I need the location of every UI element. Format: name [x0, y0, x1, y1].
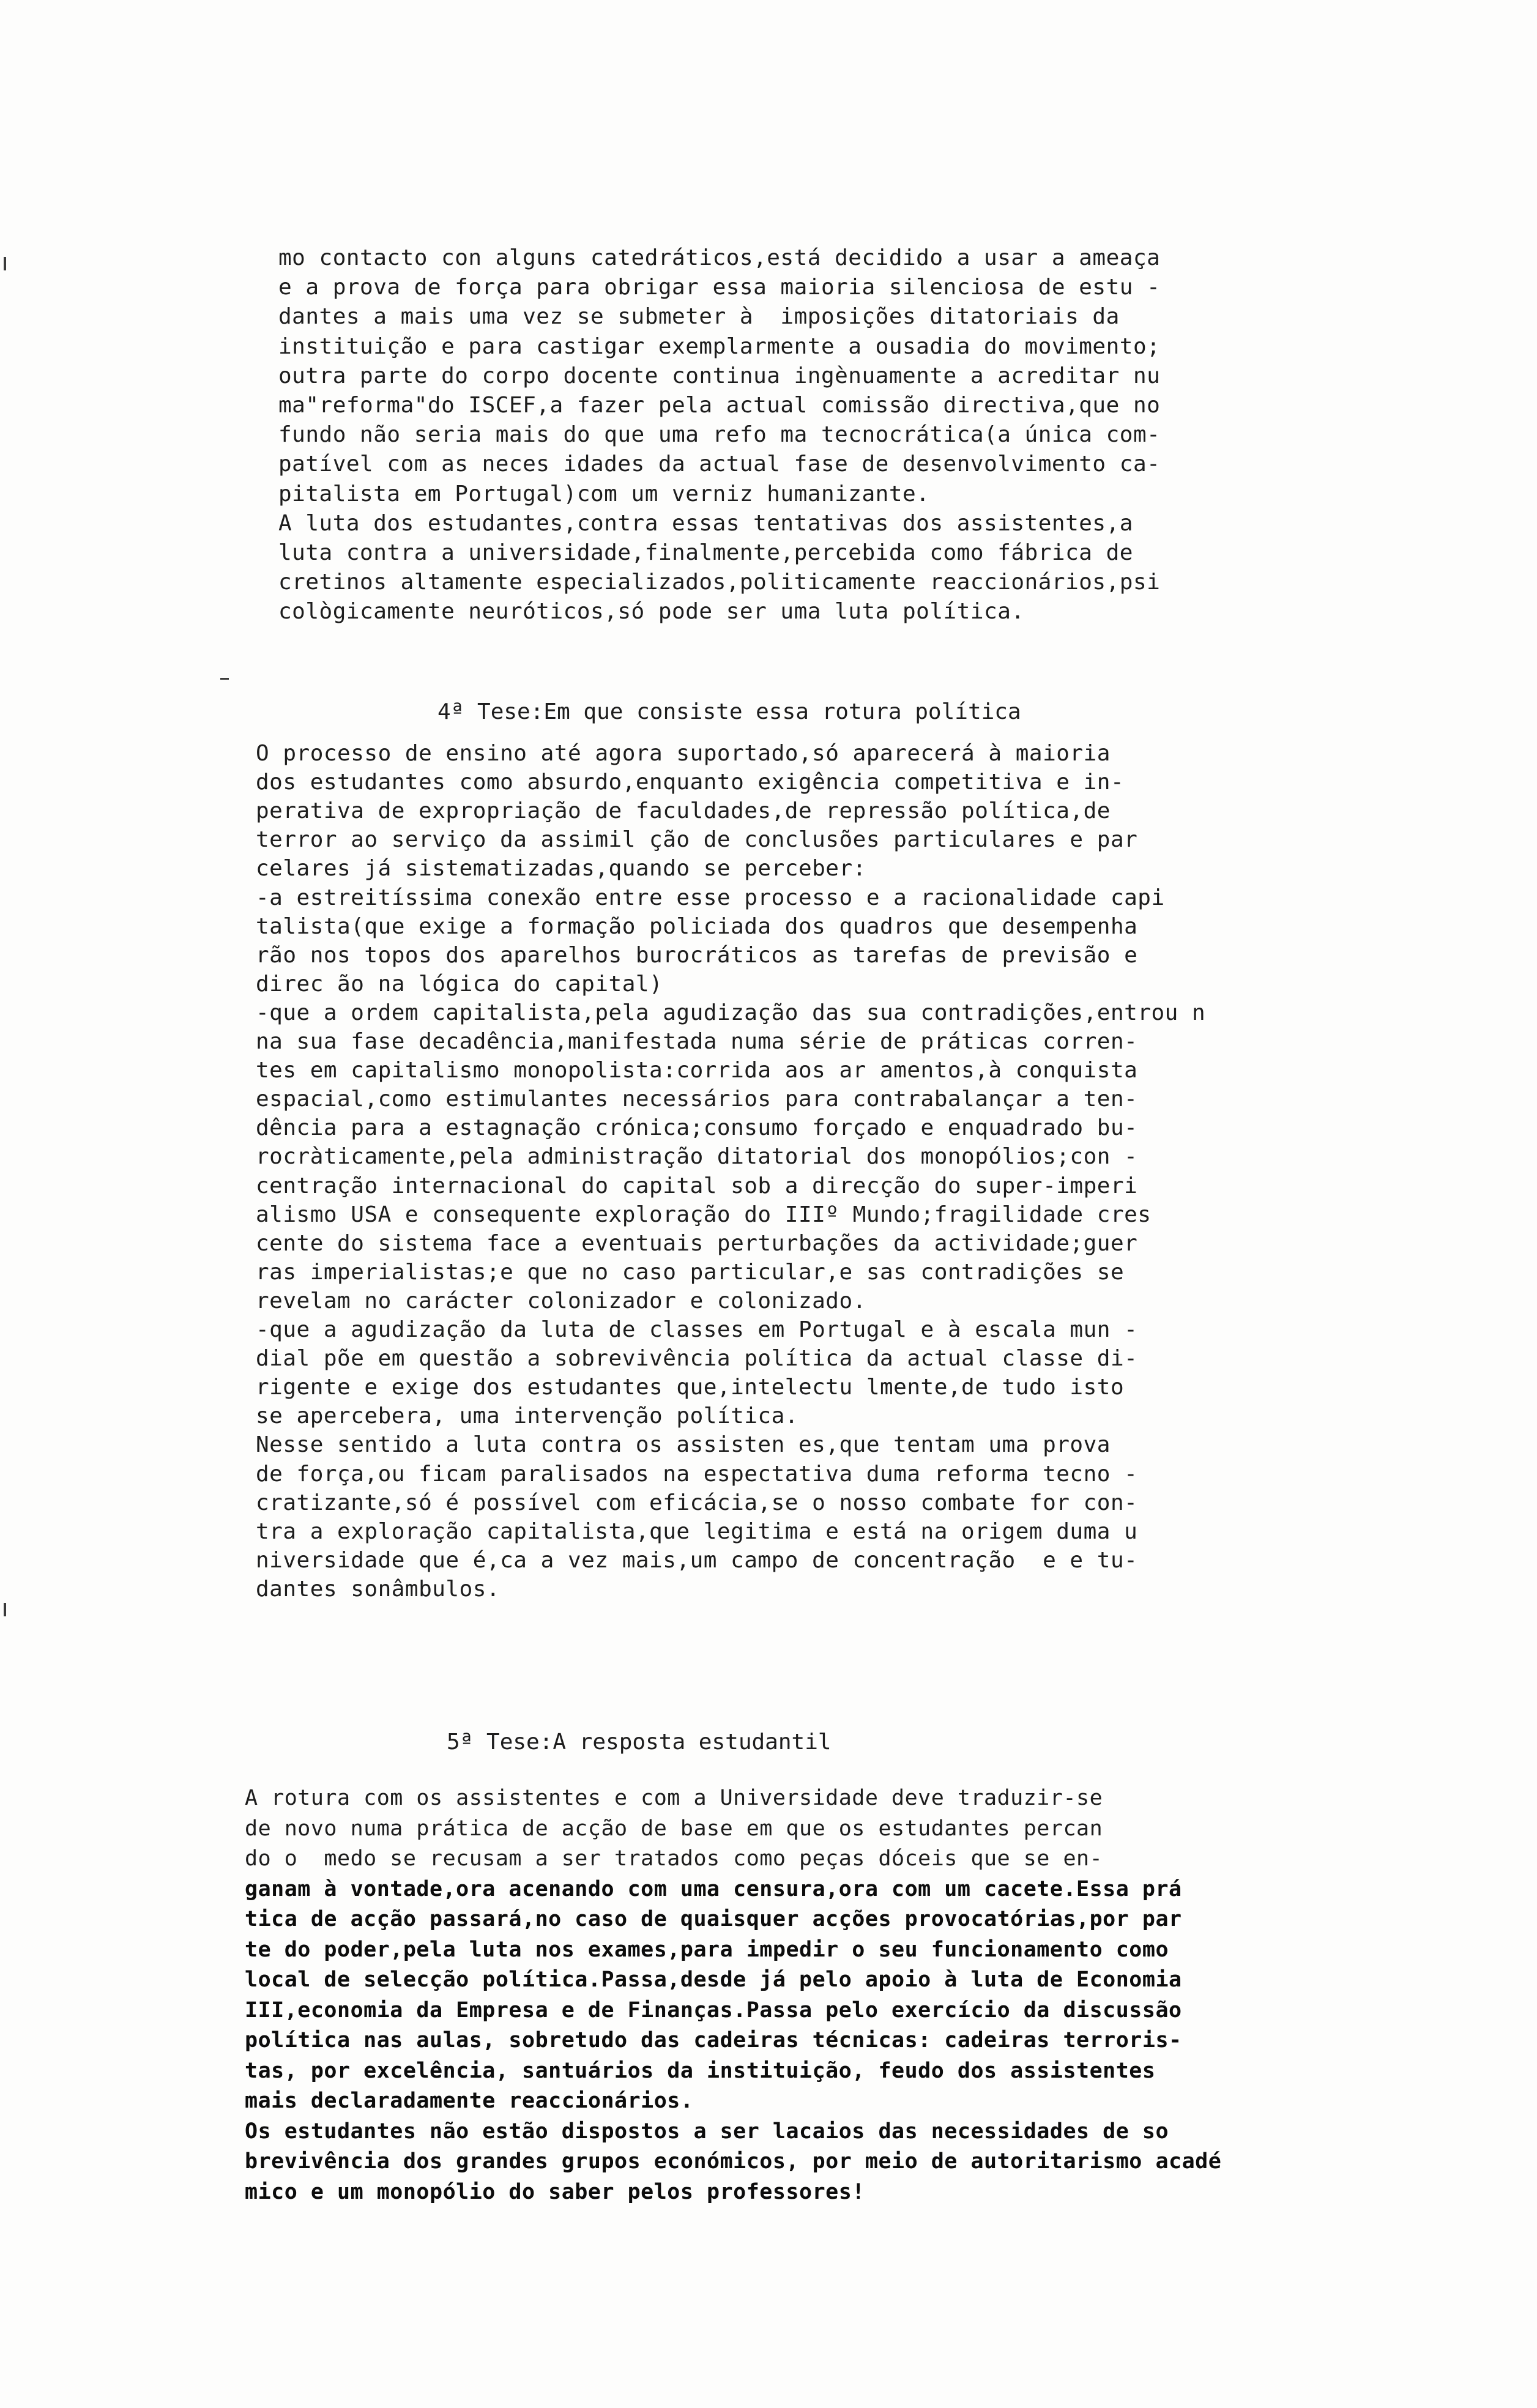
- text-line: alismo USA e consequente exploração do IIIº Mundo;fragilidade cres: [256, 1202, 1152, 1227]
- text-line: pitalista em Portugal)com um verniz humanizante.: [278, 481, 930, 507]
- text-line: na sua fase decadência,manifestada numa série de práticas corren-: [256, 1029, 1138, 1054]
- text-line: mo contacto con alguns catedráticos,está decidido a usar a ameaça: [278, 245, 1161, 270]
- text-line: terror ao serviço da assimil ção de conclusões particulares e par: [256, 827, 1138, 853]
- text-line: local de selecção política.Passa,desde já pelo apoio à luta de Economia: [245, 1968, 1182, 1992]
- text-line: espacial,como estimulantes necessários para contrabalançar a ten-: [256, 1087, 1138, 1112]
- text-line: fundo não seria mais do que uma refo ma tecnocrática(a única com-: [278, 422, 1161, 448]
- text-line: perativa de expropriação de faculdades,de repressão política,de: [256, 798, 1111, 824]
- text-line: -a estreitíssima conexão entre esse processo e a racionalidade capi: [256, 885, 1165, 910]
- text-line: III,economia da Empresa e de Finanças.Passa pelo exercício da discussão: [245, 1997, 1182, 2023]
- text-line: cratizante,só é possível com eficácia,se o nosso combate for con-: [256, 1490, 1138, 1515]
- left-margin-mark: [220, 678, 229, 680]
- text-line: de novo numa prática de acção de base em que os estudantes percan: [245, 1816, 1103, 1841]
- text-line: niversidade que é,ca a vez mais,um campo de concentração e e tu-: [256, 1547, 1138, 1573]
- text-line: política nas aulas, sobretudo das cadeiras técnicas: cadeiras terroris-: [245, 2028, 1182, 2053]
- text-line: Os estudantes não estão dispostos a ser lacaios das necessidades de so: [245, 2119, 1169, 2144]
- text-line: se apercebera, uma intervenção política.: [256, 1403, 798, 1429]
- text-line: A rotura com os assistentes e com a Universidade deve traduzir-se: [245, 1786, 1103, 1810]
- text-line: dial põe em questão a sobrevivência política da actual classe di-: [256, 1346, 1138, 1372]
- text-line: -que a agudização da luta de classes em Portugal e à escala mun -: [256, 1317, 1138, 1342]
- text-line: centração internacional do capital sob a direcção do super-imperi: [256, 1173, 1138, 1198]
- text-line: tes em capitalismo monopolista:corrida aos ar amentos,à conquista: [256, 1058, 1138, 1083]
- text-line: ganam à vontade,ora acenando com uma censura,ora com um cacete.Essa prá: [245, 1876, 1182, 1901]
- section-heading-4: 4ª Tese:Em que consiste essa rotura política: [437, 699, 1021, 724]
- text-line: brevivência dos grandes grupos económicos, por meio de autoritarismo acadé: [245, 2149, 1222, 2174]
- text-line: cente do sistema face a eventuais perturbações da actividade;guer: [256, 1230, 1138, 1256]
- text-line: dos estudantes como absurdo,enquanto exigência competitiva e in-: [256, 770, 1125, 795]
- text-line: direc ão na lógica do capital): [256, 971, 663, 997]
- text-line: revelam no carácter colonizador e colonizado.: [256, 1288, 866, 1314]
- text-line: Nesse sentido a luta contra os assisten es,que tentam uma prova: [256, 1432, 1111, 1458]
- text-line: dantes a mais uma vez se submeter à imposições ditatoriais da: [278, 304, 1120, 330]
- text-line: celares já sistematizadas,quando se perceber:: [256, 856, 866, 882]
- text-line: -que a ordem capitalista,pela agudização das sua contradições,entrou n: [256, 1000, 1206, 1025]
- text-line: rocràticamente,pela administração ditatorial dos monopólios;con -: [256, 1144, 1138, 1170]
- text-line: do o medo se recusam a ser tratados como peças dóceis que se en-: [245, 1846, 1103, 1871]
- text-line: tra a exploração capitalista,que legitima e está na origem duma u: [256, 1518, 1138, 1544]
- text-line: ras imperialistas;e que no caso particular,e sas contradições se: [256, 1259, 1125, 1285]
- text-line: outra parte do corpo docente continua ingènuamente a acreditar nu: [278, 363, 1161, 388]
- text-line: cològicamente neuróticos,só pode ser uma luta política.: [278, 599, 1025, 625]
- text-line: dência para a estagnação crónica;consumo forçado e enquadrado bu-: [256, 1115, 1138, 1141]
- text-line: rão nos topos dos aparelhos burocráticos as tarefas de previsão e: [256, 942, 1138, 968]
- text-line: mais declaradamente reaccionários.: [245, 2089, 694, 2113]
- text-line: tica de acção passará,no caso de quaisquer acções provocatórias,por par: [245, 1907, 1182, 1931]
- text-line: patível com as neces idades da actual fase de desenvolvimento ca-: [278, 452, 1161, 477]
- left-margin-mark: [4, 257, 6, 270]
- text-line: cretinos altamente especializados,politicamente reaccionários,psi: [278, 570, 1161, 595]
- text-line: dantes sonâmbulos.: [256, 1576, 501, 1602]
- text-line: ma"reforma"do ISCEF,a fazer pela actual comissão directiva,que no: [278, 393, 1161, 418]
- text-line: O processo de ensino até agora suportado,só aparecerá à maioria: [256, 741, 1111, 766]
- text-line: luta contra a universidade,finalmente,percebida como fábrica de: [278, 540, 1133, 565]
- text-line: te do poder,pela luta nos exames,para impedir o seu funcionamento como: [245, 1937, 1169, 1962]
- text-line: instituição e para castigar exemplarmente a ousadia do movimento;: [278, 333, 1161, 359]
- text-line: A luta dos estudantes,contra essas tentativas dos assistentes,a: [278, 510, 1133, 536]
- text-line: mico e um monopólio do saber pelos professores!: [245, 2179, 865, 2204]
- text-line: e a prova de força para obrigar essa maioria silenciosa de estu -: [278, 275, 1161, 300]
- text-line: talista(que exige a formação policiada dos quadros que desempenha: [256, 913, 1138, 939]
- text-line: rigente e exige dos estudantes que,intelectu lmente,de tudo isto: [256, 1375, 1125, 1400]
- section-heading-5: 5ª Tese:A resposta estudantil: [447, 1730, 832, 1755]
- text-line: tas, por excelência, santuários da instituição, feudo dos assistentes: [245, 2058, 1156, 2083]
- left-margin-mark: [4, 1603, 6, 1616]
- text-line: de força,ou ficam paralisados na espectativa duma reforma tecno -: [256, 1461, 1138, 1487]
